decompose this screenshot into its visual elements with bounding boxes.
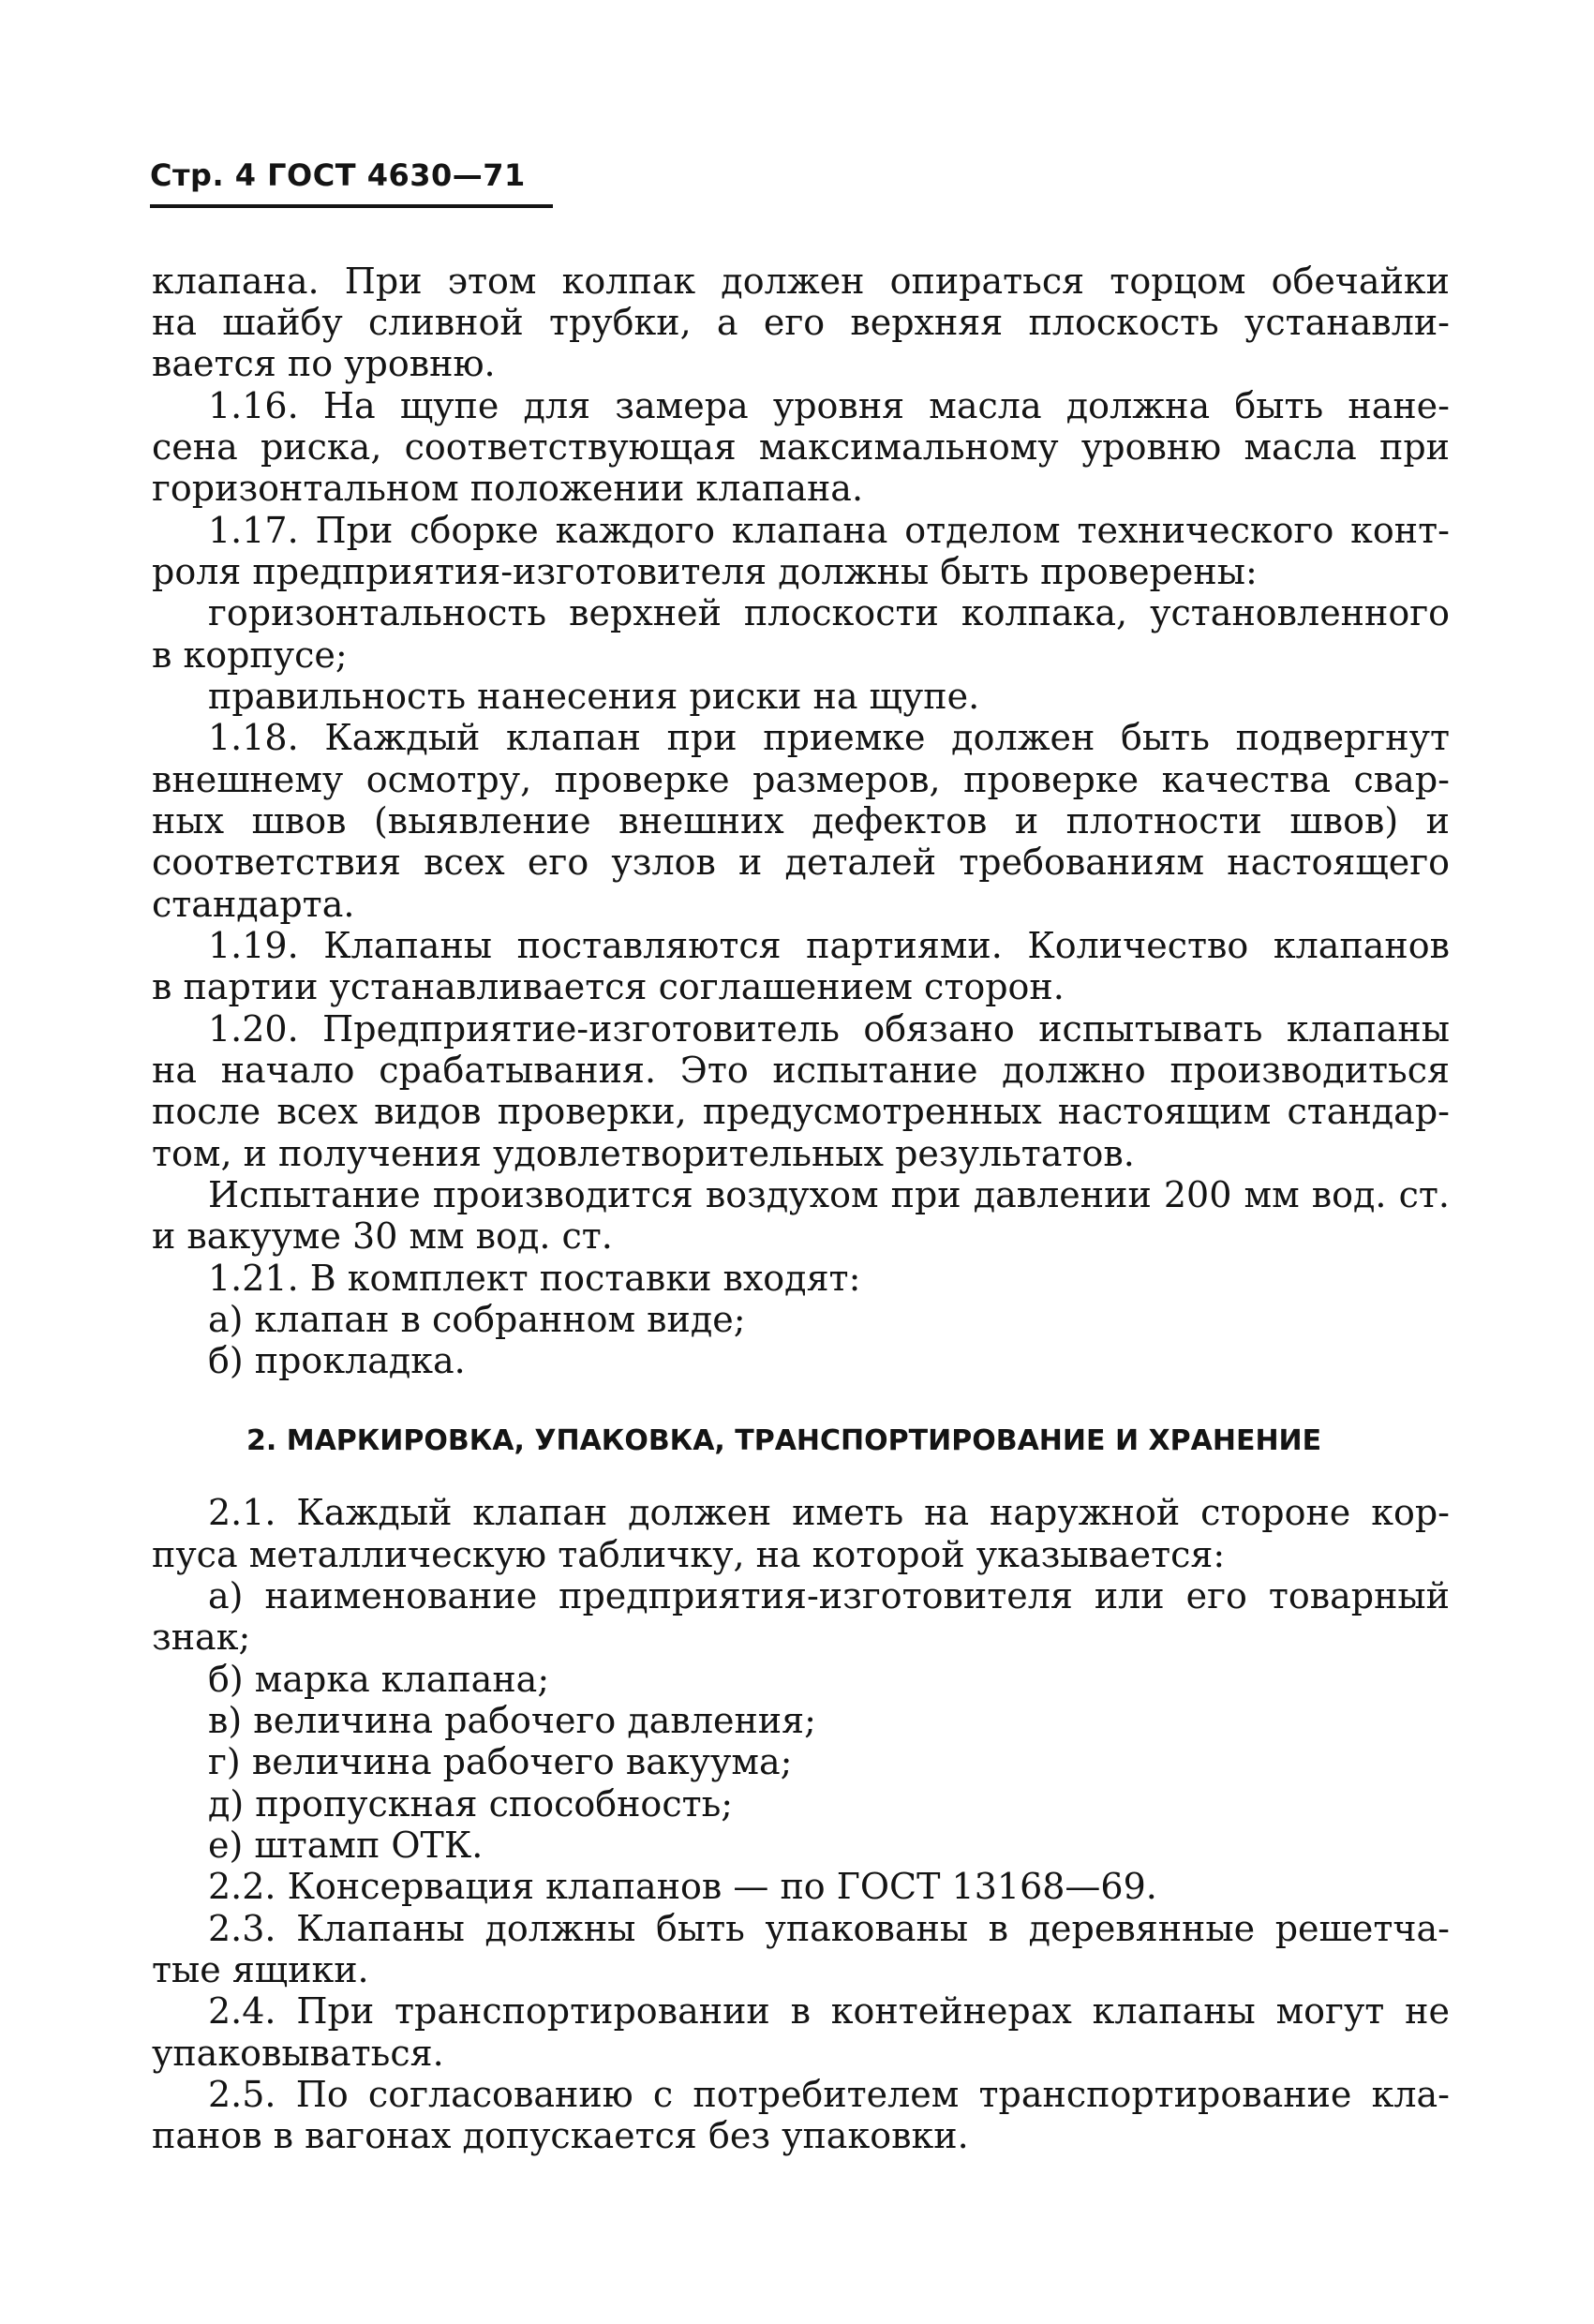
body-line: б) марка клапана; bbox=[208, 1659, 550, 1700]
body-line: а) клапан в собранном виде; bbox=[208, 1299, 746, 1340]
body-line: сена риска, соответствующая максимальному уровню масла при bbox=[152, 426, 1450, 468]
body-line: б) прокладка. bbox=[208, 1340, 466, 1381]
body-line: 1.17. При сборке каждого клапана отделом технического конт- bbox=[208, 510, 1450, 551]
section-title: 2. МАРКИРОВКА, УПАКОВКА, ТРАНСПОРТИРОВАНИЕ И ХРАНЕНИЕ bbox=[246, 1424, 1322, 1457]
body-line: 1.21. В комплект поставки входят: bbox=[208, 1258, 861, 1299]
body-line: 2.5. По согласованию с потребителем транспортирование кла- bbox=[208, 2074, 1450, 2115]
body-line: знак; bbox=[152, 1616, 251, 1658]
body-line: упаковываться. bbox=[152, 2033, 444, 2074]
page-header: Стр. 4 ГОСТ 4630—71 bbox=[150, 157, 526, 193]
body-line: е) штамп ОТК. bbox=[208, 1825, 484, 1866]
body-line: в партии устанавливается соглашением сторон. bbox=[152, 966, 1065, 1007]
body-line: вается по уровню. bbox=[152, 343, 496, 384]
body-line: горизонтальность верхней плоскости колпака, установленного bbox=[208, 592, 1450, 633]
header-rule bbox=[150, 204, 553, 208]
body-line: том, и получения удовлетворительных результатов. bbox=[152, 1133, 1135, 1174]
body-line: 1.20. Предприятие-изготовитель обязано испытывать клапаны bbox=[208, 1008, 1450, 1050]
body-line: пуса металлическую табличку, на которой указывается: bbox=[152, 1534, 1226, 1575]
body-line: тые ящики. bbox=[152, 1949, 369, 1990]
body-line: а) наименование предприятия-изготовителя или его товарный bbox=[208, 1575, 1450, 1616]
body-line: и вакууме 30 мм вод. ст. bbox=[152, 1215, 613, 1257]
body-line: роля предприятия-изготовителя должны быть проверены: bbox=[152, 551, 1258, 592]
body-line: на начало срабатывания. Это испытание должно производиться bbox=[152, 1050, 1450, 1091]
body-line: стандарта. bbox=[152, 884, 355, 925]
body-line: 2.2. Консервация клапанов — по ГОСТ 13168—69. bbox=[208, 1866, 1157, 1907]
body-line: панов в вагонах допускается без упаковки. bbox=[152, 2115, 969, 2156]
body-line: горизонтальном положении клапана. bbox=[152, 468, 864, 509]
body-line: д) пропускная способность; bbox=[208, 1783, 734, 1825]
body-line: внешнему осмотру, проверке размеров, проверке качества свар- bbox=[152, 759, 1450, 800]
body-line: г) величина рабочего вакуума; bbox=[208, 1741, 793, 1782]
body-line: в корпусе; bbox=[152, 634, 348, 676]
body-line: клапана. При этом колпак должен опираться торцом обечайки bbox=[152, 261, 1450, 302]
body-line: после всех видов проверки, предусмотренных настоящим стандар- bbox=[152, 1091, 1450, 1132]
body-line: 2.4. При транспортировании в контейнерах клапаны могут не bbox=[208, 1990, 1450, 2032]
body-line: 2.1. Каждый клапан должен иметь на наружной стороне кор- bbox=[208, 1492, 1450, 1533]
body-line: 1.18. Каждый клапан при приемке должен быть подвергнут bbox=[208, 717, 1450, 758]
body-line: правильность нанесения риски на щупе. bbox=[208, 676, 980, 717]
body-line: Испытание производится воздухом при давлении 200 мм вод. ст. bbox=[208, 1174, 1450, 1215]
body-line: 1.19. Клапаны поставляются партиями. Количество клапанов bbox=[208, 925, 1450, 966]
body-line: на шайбу сливной трубки, а его верхняя плоскость устанавли- bbox=[152, 302, 1450, 343]
body-line: 2.3. Клапаны должны быть упакованы в деревянные решетча- bbox=[208, 1908, 1450, 1949]
body-line: ных швов (выявление внешних дефектов и плотности швов) и bbox=[152, 800, 1450, 842]
body-line: в) величина рабочего давления; bbox=[208, 1700, 816, 1741]
body-line: 1.16. На щупе для замера уровня масла должна быть нане- bbox=[208, 385, 1450, 426]
body-line: соответствия всех его узлов и деталей требованиям настоящего bbox=[152, 842, 1450, 883]
